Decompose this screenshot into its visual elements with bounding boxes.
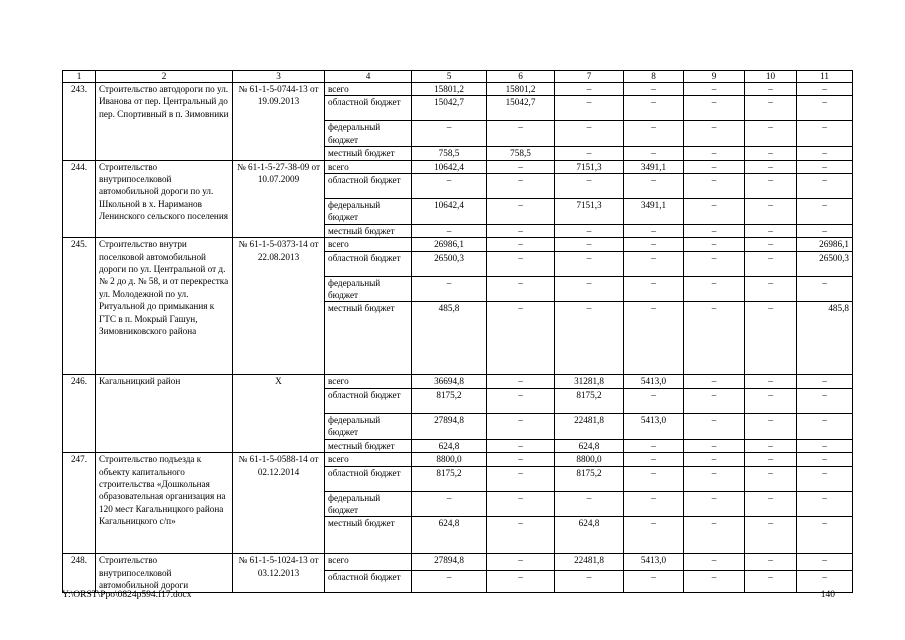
value-cell: –: [745, 439, 797, 452]
value-cell: –: [487, 238, 555, 251]
value-cell: –: [487, 121, 555, 147]
value-cell: –: [684, 96, 745, 121]
funding-type: федеральный бюджет: [325, 413, 412, 439]
value-cell: –: [684, 439, 745, 452]
funding-type: всего: [325, 83, 412, 96]
funding-type: областной бюджет: [325, 174, 412, 199]
value-cell: –: [797, 83, 853, 96]
value-cell: 10642,4: [412, 199, 487, 225]
value-cell: –: [684, 238, 745, 251]
value-cell: –: [487, 439, 555, 452]
value-cell: –: [745, 121, 797, 147]
value-cell: –: [624, 570, 684, 592]
value-cell: 5413,0: [624, 375, 684, 388]
value-cell: –: [745, 96, 797, 121]
funding-type: местный бюджет: [325, 439, 412, 452]
value-cell: –: [797, 466, 853, 491]
value-cell: –: [745, 517, 797, 554]
value-cell: –: [684, 302, 745, 375]
funding-type: местный бюджет: [325, 147, 412, 160]
record-name: Строительство подъезда к объекту капитального строительства «Дошкольная образовательная организация на 120 мест Кагальницкого района Кагальницкого с/п»: [96, 453, 233, 554]
value-cell: –: [624, 238, 684, 251]
header-cell: 6: [487, 71, 555, 83]
value-cell: –: [487, 302, 555, 375]
funding-type: областной бюджет: [325, 570, 412, 592]
value-cell: –: [797, 96, 853, 121]
header-cell: 4: [325, 71, 412, 83]
header-cell: 9: [684, 71, 745, 83]
value-cell: –: [487, 413, 555, 439]
value-cell: –: [555, 83, 624, 96]
value-cell: –: [412, 570, 487, 592]
value-cell: –: [624, 491, 684, 517]
value-cell: 15801,2: [412, 83, 487, 96]
record-code: № 61-1-5-27-38-09 от 10.07.2009: [233, 160, 325, 238]
table-row: [63, 160, 853, 173]
header-cell: 8: [624, 71, 684, 83]
budget-table: [62, 70, 853, 593]
funding-type: федеральный бюджет: [325, 276, 412, 302]
value-cell: –: [745, 238, 797, 251]
table-row: [63, 554, 853, 570]
funding-type: местный бюджет: [325, 224, 412, 237]
value-cell: –: [412, 491, 487, 517]
record-name: Кагальницкий район: [96, 375, 233, 453]
value-cell: 3491,1: [624, 199, 684, 225]
value-cell: –: [487, 517, 555, 554]
header-cell: 10: [745, 71, 797, 83]
funding-type: местный бюджет: [325, 302, 412, 375]
value-cell: 758,5: [412, 147, 487, 160]
value-cell: –: [745, 251, 797, 276]
header-row: [63, 71, 853, 83]
value-cell: –: [487, 174, 555, 199]
value-cell: –: [745, 570, 797, 592]
value-cell: 5413,0: [624, 413, 684, 439]
value-cell: 26986,1: [412, 238, 487, 251]
value-cell: –: [624, 121, 684, 147]
page-number: 140: [820, 590, 835, 600]
record-name: Строительство автодороги по ул. Иванова от пер. Центральный до пер. Спортивный в п. Зимовники: [96, 83, 233, 161]
value-cell: –: [745, 174, 797, 199]
value-cell: –: [797, 453, 853, 466]
value-cell: –: [487, 570, 555, 592]
value-cell: 26986,1: [797, 238, 853, 251]
value-cell: –: [797, 413, 853, 439]
value-cell: 8800,0: [555, 453, 624, 466]
value-cell: –: [745, 276, 797, 302]
header-cell: 3: [233, 71, 325, 83]
value-cell: –: [487, 554, 555, 570]
funding-type: федеральный бюджет: [325, 199, 412, 225]
header-cell: 2: [96, 71, 233, 83]
value-cell: –: [624, 147, 684, 160]
funding-type: всего: [325, 160, 412, 173]
value-cell: –: [624, 439, 684, 452]
record-code: № 61-1-5-1024-13 от 03.12.2013: [233, 554, 325, 592]
value-cell: 758,5: [487, 147, 555, 160]
value-cell: –: [745, 554, 797, 570]
value-cell: –: [797, 276, 853, 302]
value-cell: –: [745, 199, 797, 225]
value-cell: 26500,3: [797, 251, 853, 276]
value-cell: –: [745, 413, 797, 439]
value-cell: –: [684, 251, 745, 276]
header-cell: 5: [412, 71, 487, 83]
value-cell: –: [487, 251, 555, 276]
record-number: 248.: [63, 554, 96, 592]
value-cell: –: [684, 466, 745, 491]
value-cell: –: [684, 491, 745, 517]
value-cell: –: [797, 147, 853, 160]
value-cell: –: [684, 413, 745, 439]
value-cell: –: [797, 160, 853, 173]
value-cell: –: [487, 224, 555, 237]
value-cell: –: [745, 83, 797, 96]
value-cell: –: [797, 199, 853, 225]
value-cell: –: [487, 276, 555, 302]
record-name: Строительство внутри поселковой автомобильной дороги по ул. Центральной от д. № 2 до д. № 58, и от перекрестка ул. Молодежной по ул. Ритуальной до примыкания к ГТС в п. Мокрый Гашун, Зимовниковского района: [96, 238, 233, 375]
value-cell: –: [797, 174, 853, 199]
value-cell: –: [745, 375, 797, 388]
value-cell: 27894,8: [412, 413, 487, 439]
value-cell: 7151,3: [555, 160, 624, 173]
record-code: Х: [233, 375, 325, 453]
value-cell: –: [487, 453, 555, 466]
value-cell: –: [412, 121, 487, 147]
value-cell: –: [684, 174, 745, 199]
value-cell: –: [684, 160, 745, 173]
value-cell: 36694,8: [412, 375, 487, 388]
record-name: Строительство внутрипоселковой автомобильной дороги: [96, 554, 233, 592]
table-row: [63, 238, 853, 251]
value-cell: –: [797, 388, 853, 413]
value-cell: –: [797, 121, 853, 147]
record-number: 245.: [63, 238, 96, 375]
value-cell: –: [684, 147, 745, 160]
value-cell: –: [624, 251, 684, 276]
value-cell: 8800,0: [412, 453, 487, 466]
record-number: 243.: [63, 83, 96, 161]
value-cell: –: [555, 121, 624, 147]
funding-type: федеральный бюджет: [325, 491, 412, 517]
header-cell: 1: [63, 71, 96, 83]
value-cell: 22481,8: [555, 413, 624, 439]
value-cell: –: [624, 96, 684, 121]
value-cell: –: [684, 554, 745, 570]
record-number: 244.: [63, 160, 96, 238]
value-cell: –: [684, 276, 745, 302]
value-cell: –: [797, 224, 853, 237]
value-cell: –: [624, 174, 684, 199]
value-cell: –: [684, 517, 745, 554]
record-code: № 61-1-5-0588-14 от 02.12.2014: [233, 453, 325, 554]
value-cell: –: [487, 375, 555, 388]
value-cell: –: [412, 174, 487, 199]
value-cell: –: [684, 121, 745, 147]
value-cell: –: [624, 276, 684, 302]
value-cell: 8175,2: [555, 388, 624, 413]
value-cell: –: [412, 276, 487, 302]
value-cell: –: [624, 388, 684, 413]
value-cell: 7151,3: [555, 199, 624, 225]
value-cell: –: [745, 160, 797, 173]
value-cell: –: [745, 466, 797, 491]
value-cell: –: [624, 83, 684, 96]
value-cell: –: [745, 453, 797, 466]
value-cell: –: [797, 570, 853, 592]
value-cell: –: [745, 388, 797, 413]
value-cell: –: [745, 491, 797, 517]
value-cell: –: [487, 466, 555, 491]
record-number: 246.: [63, 375, 96, 453]
funding-type: всего: [325, 238, 412, 251]
value-cell: 624,8: [412, 439, 487, 452]
value-cell: –: [684, 388, 745, 413]
funding-type: местный бюджет: [325, 517, 412, 554]
value-cell: 26500,3: [412, 251, 487, 276]
value-cell: –: [555, 238, 624, 251]
value-cell: –: [684, 453, 745, 466]
funding-type: областной бюджет: [325, 251, 412, 276]
record-number: 247.: [63, 453, 96, 554]
record-name: Строительство внутрипоселковой автомобильной дороги по ул. Школьной в х. Нариманов Ленинского сельского поселения: [96, 160, 233, 238]
file-path: Y:\ORST\Ppo\0824p594.f17.docx: [62, 590, 192, 600]
value-cell: –: [487, 491, 555, 517]
value-cell: –: [745, 302, 797, 375]
value-cell: –: [555, 251, 624, 276]
funding-type: всего: [325, 554, 412, 570]
value-cell: –: [624, 302, 684, 375]
value-cell: 8175,2: [412, 466, 487, 491]
table-row: [63, 453, 853, 466]
value-cell: –: [624, 224, 684, 237]
table-row: [63, 83, 853, 96]
value-cell: –: [555, 147, 624, 160]
value-cell: 624,8: [412, 517, 487, 554]
value-cell: –: [745, 147, 797, 160]
value-cell: –: [555, 96, 624, 121]
value-cell: –: [555, 491, 624, 517]
value-cell: –: [624, 453, 684, 466]
funding-type: всего: [325, 453, 412, 466]
value-cell: 8175,2: [412, 388, 487, 413]
value-cell: –: [487, 388, 555, 413]
value-cell: –: [624, 517, 684, 554]
value-cell: –: [555, 174, 624, 199]
funding-type: федеральный бюджет: [325, 121, 412, 147]
value-cell: –: [555, 224, 624, 237]
header-cell: 11: [797, 71, 853, 83]
funding-type: областной бюджет: [325, 388, 412, 413]
value-cell: –: [745, 224, 797, 237]
value-cell: –: [684, 83, 745, 96]
value-cell: 31281,8: [555, 375, 624, 388]
value-cell: –: [684, 199, 745, 225]
value-cell: 3491,1: [624, 160, 684, 173]
value-cell: –: [487, 199, 555, 225]
value-cell: –: [684, 375, 745, 388]
record-code: № 61-1-5-0373-14 от 22.08.2013: [233, 238, 325, 375]
value-cell: 485,8: [412, 302, 487, 375]
value-cell: –: [797, 554, 853, 570]
funding-type: областной бюджет: [325, 466, 412, 491]
value-cell: 624,8: [555, 517, 624, 554]
value-cell: 8175,2: [555, 466, 624, 491]
value-cell: –: [797, 439, 853, 452]
table-row: [63, 375, 853, 388]
value-cell: –: [555, 570, 624, 592]
header-cell: 7: [555, 71, 624, 83]
value-cell: –: [555, 276, 624, 302]
value-cell: 22481,8: [555, 554, 624, 570]
value-cell: 15801,2: [487, 83, 555, 96]
value-cell: –: [487, 160, 555, 173]
value-cell: –: [624, 466, 684, 491]
value-cell: –: [797, 375, 853, 388]
funding-type: всего: [325, 375, 412, 388]
funding-type: областной бюджет: [325, 96, 412, 121]
value-cell: 5413,0: [624, 554, 684, 570]
record-code: № 61-1-5-0744-13 от 19.09.2013: [233, 83, 325, 161]
value-cell: 27894,8: [412, 554, 487, 570]
value-cell: 15042,7: [412, 96, 487, 121]
value-cell: –: [555, 302, 624, 375]
value-cell: 485,8: [797, 302, 853, 375]
value-cell: 15042,7: [487, 96, 555, 121]
value-cell: –: [797, 517, 853, 554]
value-cell: –: [412, 224, 487, 237]
value-cell: –: [797, 491, 853, 517]
value-cell: 624,8: [555, 439, 624, 452]
value-cell: –: [684, 224, 745, 237]
value-cell: 10642,4: [412, 160, 487, 173]
value-cell: –: [684, 570, 745, 592]
